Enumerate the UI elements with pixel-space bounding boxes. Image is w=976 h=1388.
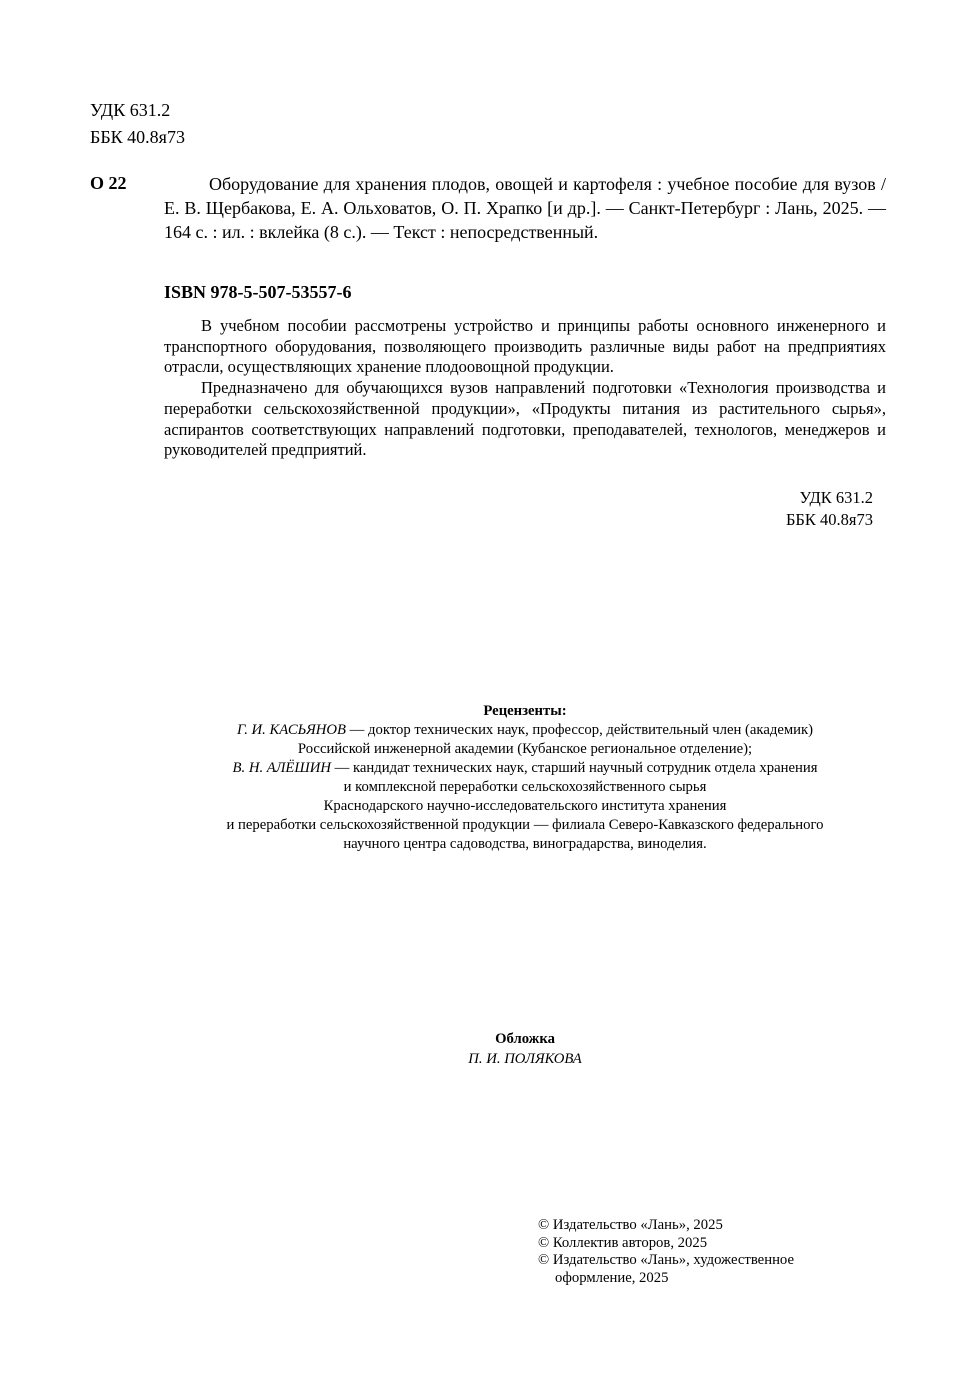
author-mark: О 22 xyxy=(90,173,127,193)
reviewers-block xyxy=(100,702,950,854)
reviewer-2-line-4: и переработки сельскохозяйственной продукции — филиала Северо-Кавказского федерального xyxy=(226,817,824,833)
reviewer-1-title: — доктор технических наук, профессор, действительный член (академик) xyxy=(345,722,814,738)
annotation xyxy=(164,316,886,461)
classification-codes-bottom xyxy=(700,487,873,531)
bbk-code: ББК 40.8я73 xyxy=(90,127,185,147)
annotation-paragraph-1: В учебном пособии рассмотрены устройство и принципы работы основного инженерного и транспортного оборудования, позволяющего производить различные виды работ на предприятиях отрасли, осуществляющих хранение плодоовощной продукции. xyxy=(164,316,886,377)
udk-code-bottom: УДК 631.2 xyxy=(799,488,873,507)
reviewer-1-name: Г. И. КАСЬЯНОВ xyxy=(236,722,346,738)
reviewer-2-name: В. Н. АЛЁШИН xyxy=(232,760,331,776)
reviewers-heading: Рецензенты: xyxy=(483,703,567,719)
classification-codes-top xyxy=(90,97,185,151)
cover-designer: П. И. ПОЛЯКОВА xyxy=(468,1051,582,1067)
copyright-line: © Издательство «Лань», художественное оформление, 2025 xyxy=(538,1252,794,1286)
reviewer-2-line-2: и комплексной переработки сельскохозяйственного сырья xyxy=(343,779,707,795)
cover-credit xyxy=(100,1029,950,1069)
reviewer-2-line-5: научного центра садоводства, виноградарства, виноделия. xyxy=(343,836,707,852)
cover-heading: Обложка xyxy=(495,1031,555,1047)
annotation-paragraph-2: Предназначено для обучающихся вузов направлений подготовки «Технология производства и переработки сельскохозяйственной продукции», «Продукты питания из растительного сырья», аспирантов соответствующих направлений подготовки, преподавателей, технологов, менеджеров и руководителей предприятий. xyxy=(164,378,886,460)
bibliographic-record: Оборудование для хранения плодов, овощей и картофеля : учебное пособие для вузов / Е. В. Щербакова, Е. А. Ольховатов, О. П. Храпко [и др.]. — Санкт-Петербург : Лань, 2025. — 164 с. : ил. : вклейка (8 с.). — Текст : непосредственный. xyxy=(164,174,886,242)
reviewer-2-line-3: Краснодарского научно-исследовательского института хранения xyxy=(323,798,727,814)
bbk-code-bottom: ББК 40.8я73 xyxy=(785,510,873,529)
reviewer-1-line-1 xyxy=(100,721,950,740)
udk-code: УДК 631.2 xyxy=(90,100,171,120)
reviewer-2-line-1 xyxy=(100,759,950,778)
copyright-block xyxy=(538,1217,858,1287)
copyright-line: © Издательство «Лань», 2025 xyxy=(538,1217,723,1233)
reviewer-2-title: — кандидат технических наук, старший научный сотрудник отдела хранения xyxy=(330,760,818,776)
copyright-line: © Коллектив авторов, 2025 xyxy=(538,1234,708,1251)
isbn: ISBN 978-5-507-53557-6 xyxy=(164,282,352,302)
reviewer-1-line-2: Российской инженерной академии (Кубанское региональное отделение); xyxy=(297,741,753,757)
